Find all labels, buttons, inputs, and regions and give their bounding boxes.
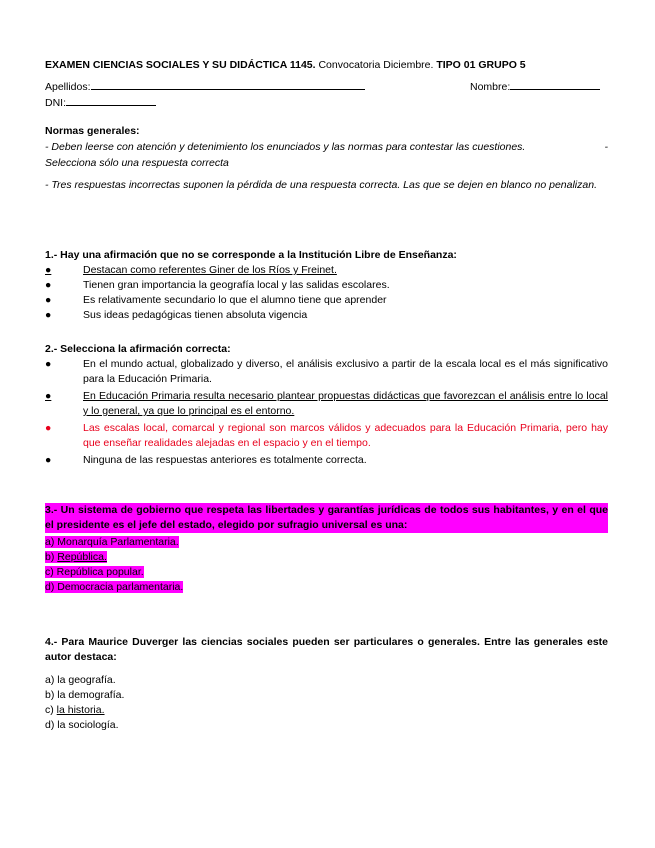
apellidos-field[interactable] <box>91 78 365 90</box>
norms-title: Normas generales: <box>45 125 140 137</box>
bullet-icon: ● <box>45 454 52 466</box>
q4-option-text: la demografía. <box>57 689 125 701</box>
q4-option-text: la historia. <box>56 704 105 716</box>
q3-option-label <box>45 551 107 563</box>
q1-option[interactable] <box>45 278 608 293</box>
q3-option[interactable] <box>45 535 608 550</box>
q1-option-text: Destacan como referentes Giner de los Ríos y Freinet. <box>83 264 337 276</box>
dni-field[interactable] <box>66 94 156 106</box>
nombre-field[interactable] <box>510 78 600 90</box>
q1-option[interactable] <box>45 293 608 308</box>
dni-label: DNI: <box>45 97 66 109</box>
q1-option-text: Es relativamente secundario lo que el alumno tiene que aprender <box>83 294 387 306</box>
norms-line-2: Selecciona sólo una respuesta correcta <box>45 157 229 169</box>
q3-option-label <box>45 536 179 548</box>
q2-option-text: En el mundo actual, globalizado y diverso, el análisis exclusivo a partir de la escala local es el más significativo para la Educación Primaria. <box>83 358 608 385</box>
q4-options <box>45 673 608 733</box>
q3-option[interactable] <box>45 580 608 595</box>
bullet-icon: ● <box>45 264 52 276</box>
q3-option-prefix: c) <box>45 566 57 578</box>
q3-option-text: Democracia parlamentaria. <box>57 581 184 593</box>
q3-option-prefix: b) <box>45 551 58 563</box>
q3-option[interactable] <box>45 565 608 580</box>
title-tipo: TIPO 01 GRUPO 5 <box>436 59 526 71</box>
q4-option[interactable] <box>45 718 608 733</box>
q4-option-text: la geografía. <box>57 674 116 686</box>
q3-option-prefix: a) <box>45 536 58 548</box>
norms-line-1-dash: - <box>604 141 608 153</box>
q4-question: 4.- Para Maurice Duverger las ciencias sociales pueden ser particulares o generales. Entre las generales este autor destaca: <box>45 636 608 663</box>
q3-option-text: República. <box>57 551 107 563</box>
q3-option-label <box>45 566 144 578</box>
bullet-icon: ● <box>45 358 52 370</box>
q1-options <box>45 263 608 323</box>
bullet-icon: ● <box>45 309 52 321</box>
norms-line-1-text: - Deben leerse con atención y detenimiento los enunciados y las normas para contestar las cuestiones. <box>45 141 526 153</box>
dni-row <box>45 94 608 109</box>
title-bold: EXAMEN CIENCIAS SOCIALES Y SU DIDÁCTICA 1145. <box>45 59 316 71</box>
q4-option[interactable] <box>45 673 608 688</box>
q3-option[interactable] <box>45 550 608 565</box>
nombre-label: Nombre: <box>470 81 511 93</box>
q4-option[interactable] <box>45 703 608 718</box>
q2-option[interactable] <box>45 421 608 451</box>
q1-question: 1.- Hay una afirmación que no se corresponde a la Institución Libre de Enseñanza: <box>45 249 457 261</box>
q3-option-prefix: d) <box>45 581 58 593</box>
apellidos-label: Apellidos: <box>45 81 91 93</box>
q2-option[interactable] <box>45 389 608 419</box>
bullet-icon: ● <box>45 279 52 291</box>
q3-options <box>45 535 608 595</box>
norms-line-3: - Tres respuestas incorrectas suponen la pérdida de una respuesta correcta. Las que se dejen en blanco no penalizan. <box>45 179 597 191</box>
q2-question: 2.- Selecciona la afirmación correcta: <box>45 343 231 355</box>
apellidos-row <box>45 78 608 93</box>
q3-question: 3.- Un sistema de gobierno que respeta las libertades y garantías jurídicas de todos sus habitantes, y en el que el presidente es el jefe del estado, elegido por sufragio universal es una: <box>45 504 608 531</box>
q2-option-text: Las escalas local, comarcal y regional son marcos válidos y adecuados para la Educación Primaria, pero hay que enseñar realidades alejadas en el espacio y en el tiempo. <box>83 422 608 449</box>
q4-option-prefix: a) <box>45 674 58 686</box>
q4-option-prefix: c) <box>45 704 57 716</box>
q2-option[interactable] <box>45 453 608 468</box>
bullet-icon: ● <box>45 390 52 402</box>
q2-option[interactable] <box>45 357 608 387</box>
q4-option-prefix: d) <box>45 719 58 731</box>
norms-line-1 <box>45 140 608 155</box>
bullet-icon: ● <box>45 422 52 434</box>
exam-title <box>45 58 608 73</box>
q3-option-text: Monarquía Parlamentaria. <box>57 536 179 548</box>
q4-option-prefix: b) <box>45 689 58 701</box>
q1-option[interactable] <box>45 308 608 323</box>
q1-option[interactable] <box>45 263 608 278</box>
q1-option-text: Sus ideas pedagógicas tienen absoluta vigencia <box>83 309 308 321</box>
q4-option-text: la sociología. <box>57 719 119 731</box>
q4-option[interactable] <box>45 688 608 703</box>
bullet-icon: ● <box>45 294 52 306</box>
q2-options <box>45 357 608 468</box>
title-convocatoria: Convocatoria Diciembre. <box>315 59 437 71</box>
q2-option-text: En Educación Primaria resulta necesario plantear propuestas didácticas que favorezcan el análisis entre lo local y lo general, ya que lo principal es el entorno. <box>83 390 608 417</box>
q1-option-text: Tienen gran importancia la geografía local y las salidas escolares. <box>83 279 390 291</box>
q2-option-text: Ninguna de las respuestas anteriores es totalmente correcta. <box>83 454 367 466</box>
nombre-group <box>470 78 600 95</box>
q3-option-label <box>45 581 183 593</box>
q3-option-text: República popular. <box>56 566 144 578</box>
